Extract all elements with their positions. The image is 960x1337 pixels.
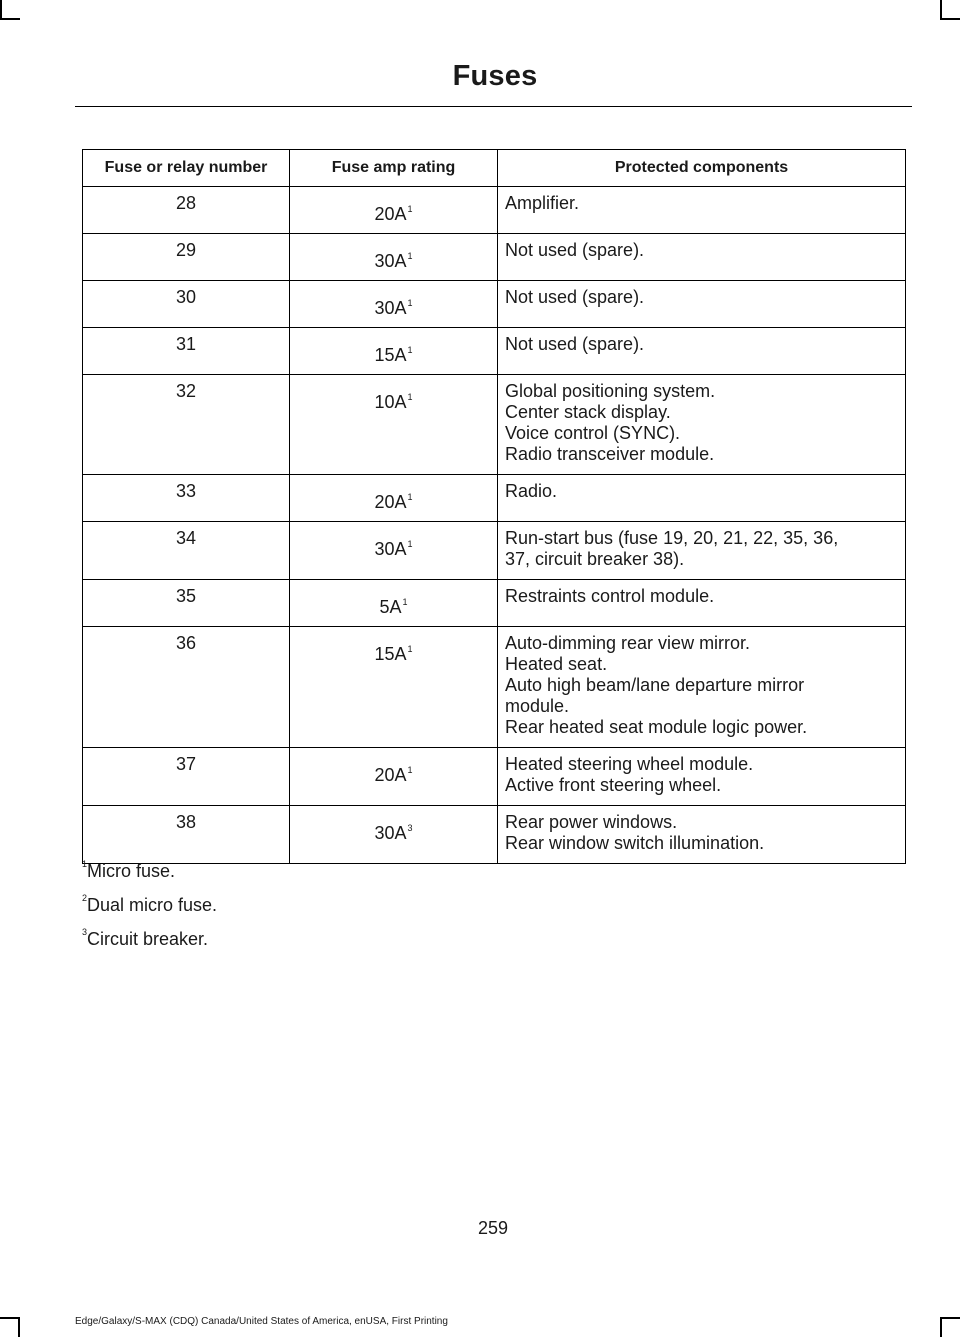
- column-header-protected-components: Protected components: [498, 150, 906, 187]
- footnote-reference: 3: [407, 823, 413, 833]
- component-line: Heated steering wheel module.: [505, 754, 754, 774]
- protected-components-cell: [498, 328, 906, 375]
- component-line: Heated seat.: [505, 654, 608, 674]
- fuse-number-cell: 29: [83, 234, 290, 281]
- crop-mark-top-right: [940, 0, 942, 20]
- fuse-number-cell: 32: [83, 375, 290, 475]
- protected-components-cell: [498, 375, 906, 475]
- crop-mark-top-left: [0, 18, 20, 20]
- component-line: Restraints control module.: [505, 586, 715, 606]
- amp-rating-value: 20A: [374, 492, 407, 512]
- page-title: Fuses: [452, 60, 538, 92]
- fuse-table: [82, 149, 906, 864]
- footer-text: Edge/Galaxy/S-MAX (CDQ) Canada/United States of America, enUSA, First Printing: [75, 1316, 448, 1327]
- amp-rating-cell: [290, 234, 498, 281]
- component-line: Active front steering wheel.: [505, 775, 722, 795]
- footnote-reference: 1: [407, 345, 413, 355]
- amp-rating-cell: [290, 627, 498, 748]
- fuse-number-cell: 30: [83, 281, 290, 328]
- amp-rating-value: 30A: [374, 298, 407, 318]
- footnote-text: Micro fuse.: [87, 861, 176, 881]
- crop-mark-bottom-left: [0, 1317, 20, 1319]
- title-divider: [75, 106, 912, 107]
- table-row: [83, 580, 906, 627]
- column-header-amp-rating: Fuse amp rating: [290, 150, 498, 187]
- crop-mark-bottom-left: [18, 1317, 20, 1337]
- table-row: [83, 627, 906, 748]
- component-line: Amplifier.: [505, 193, 580, 213]
- footnote-reference: 1: [407, 204, 413, 214]
- footnote-reference: 1: [407, 492, 413, 502]
- component-line: Auto high beam/lane departure mirror: [505, 675, 805, 695]
- crop-mark-top-left: [0, 0, 2, 20]
- fuse-number-cell: 38: [83, 806, 290, 864]
- table-row: [83, 522, 906, 580]
- fuse-number-cell: 36: [83, 627, 290, 748]
- footnote-reference: 1: [407, 251, 413, 261]
- footnote-reference: 1: [407, 539, 413, 549]
- amp-rating-cell: [290, 522, 498, 580]
- amp-rating-cell: [290, 475, 498, 522]
- table-row: [83, 328, 906, 375]
- amp-rating-cell: [290, 580, 498, 627]
- amp-rating-cell: [290, 748, 498, 806]
- component-line: Radio transceiver module.: [505, 444, 715, 464]
- component-line: Auto-dimming rear view mirror.: [505, 633, 751, 653]
- crop-mark-bottom-right: [940, 1317, 942, 1337]
- footnote: [82, 920, 217, 954]
- footnote: [82, 886, 217, 920]
- amp-rating-cell: [290, 806, 498, 864]
- protected-components-cell: [498, 281, 906, 328]
- component-line: Not used (spare).: [505, 287, 645, 307]
- fuse-number-cell: 33: [83, 475, 290, 522]
- component-line: Run-start bus (fuse 19, 20, 21, 22, 35, 36,: [505, 528, 839, 548]
- protected-components-cell: [498, 522, 906, 580]
- table-row: [83, 748, 906, 806]
- protected-components-cell: [498, 234, 906, 281]
- footnote: [82, 852, 217, 886]
- footnote-text: Dual micro fuse.: [87, 895, 218, 915]
- amp-rating-value: 30A: [374, 823, 407, 843]
- amp-rating-cell: [290, 187, 498, 234]
- column-header-fuse-number: Fuse or relay number: [83, 150, 290, 187]
- table-row: [83, 375, 906, 475]
- protected-components-cell: [498, 627, 906, 748]
- component-line: Global positioning system.: [505, 381, 716, 401]
- component-line: Rear window switch illumination.: [505, 833, 765, 853]
- component-line: Rear power windows.: [505, 812, 678, 832]
- component-line: 37, circuit breaker 38).: [505, 549, 685, 569]
- footnote-reference: 1: [402, 597, 408, 607]
- amp-rating-cell: [290, 328, 498, 375]
- fuse-number-cell: 28: [83, 187, 290, 234]
- amp-rating-value: 30A: [374, 251, 407, 271]
- fuse-number-cell: 35: [83, 580, 290, 627]
- component-line: Not used (spare).: [505, 334, 645, 354]
- footnote-mark: 2: [82, 893, 88, 903]
- fuse-number-cell: 31: [83, 328, 290, 375]
- table-header-row: [83, 150, 906, 187]
- footnote-reference: 1: [407, 392, 413, 402]
- fuse-number-cell: 34: [83, 522, 290, 580]
- protected-components-cell: [498, 806, 906, 864]
- table-row: [83, 475, 906, 522]
- protected-components-cell: [498, 475, 906, 522]
- amp-rating-cell: [290, 281, 498, 328]
- table-row: [83, 187, 906, 234]
- amp-rating-value: 20A: [374, 204, 407, 224]
- footnote-reference: 1: [407, 644, 413, 654]
- fuse-number-cell: 37: [83, 748, 290, 806]
- fuse-table-body: [83, 187, 906, 864]
- amp-rating-value: 15A: [374, 644, 407, 664]
- amp-rating-value: 20A: [374, 765, 407, 785]
- component-line: Center stack display.: [505, 402, 671, 422]
- protected-components-cell: [498, 748, 906, 806]
- footnote-text: Circuit breaker.: [87, 929, 209, 949]
- component-line: Radio.: [505, 481, 558, 501]
- footnote-reference: 1: [407, 298, 413, 308]
- amp-rating-cell: [290, 375, 498, 475]
- amp-rating-value: 30A: [374, 539, 407, 559]
- crop-mark-top-right: [940, 18, 960, 20]
- amp-rating-value: 15A: [374, 345, 407, 365]
- protected-components-cell: [498, 187, 906, 234]
- component-line: module.: [505, 696, 570, 716]
- crop-mark-bottom-right: [940, 1317, 960, 1319]
- footnote-reference: 1: [407, 765, 413, 775]
- table-row: [83, 281, 906, 328]
- footnote-mark: 1: [82, 859, 88, 869]
- table-row: [83, 234, 906, 281]
- footnote-mark: 3: [82, 927, 88, 937]
- component-line: Rear heated seat module logic power.: [505, 717, 808, 737]
- page-number: 259: [477, 1218, 509, 1238]
- component-line: Not used (spare).: [505, 240, 645, 260]
- amp-rating-value: 5A: [379, 597, 402, 617]
- protected-components-cell: [498, 580, 906, 627]
- footnotes: [82, 852, 217, 954]
- component-line: Voice control (SYNC).: [505, 423, 681, 443]
- amp-rating-value: 10A: [374, 392, 407, 412]
